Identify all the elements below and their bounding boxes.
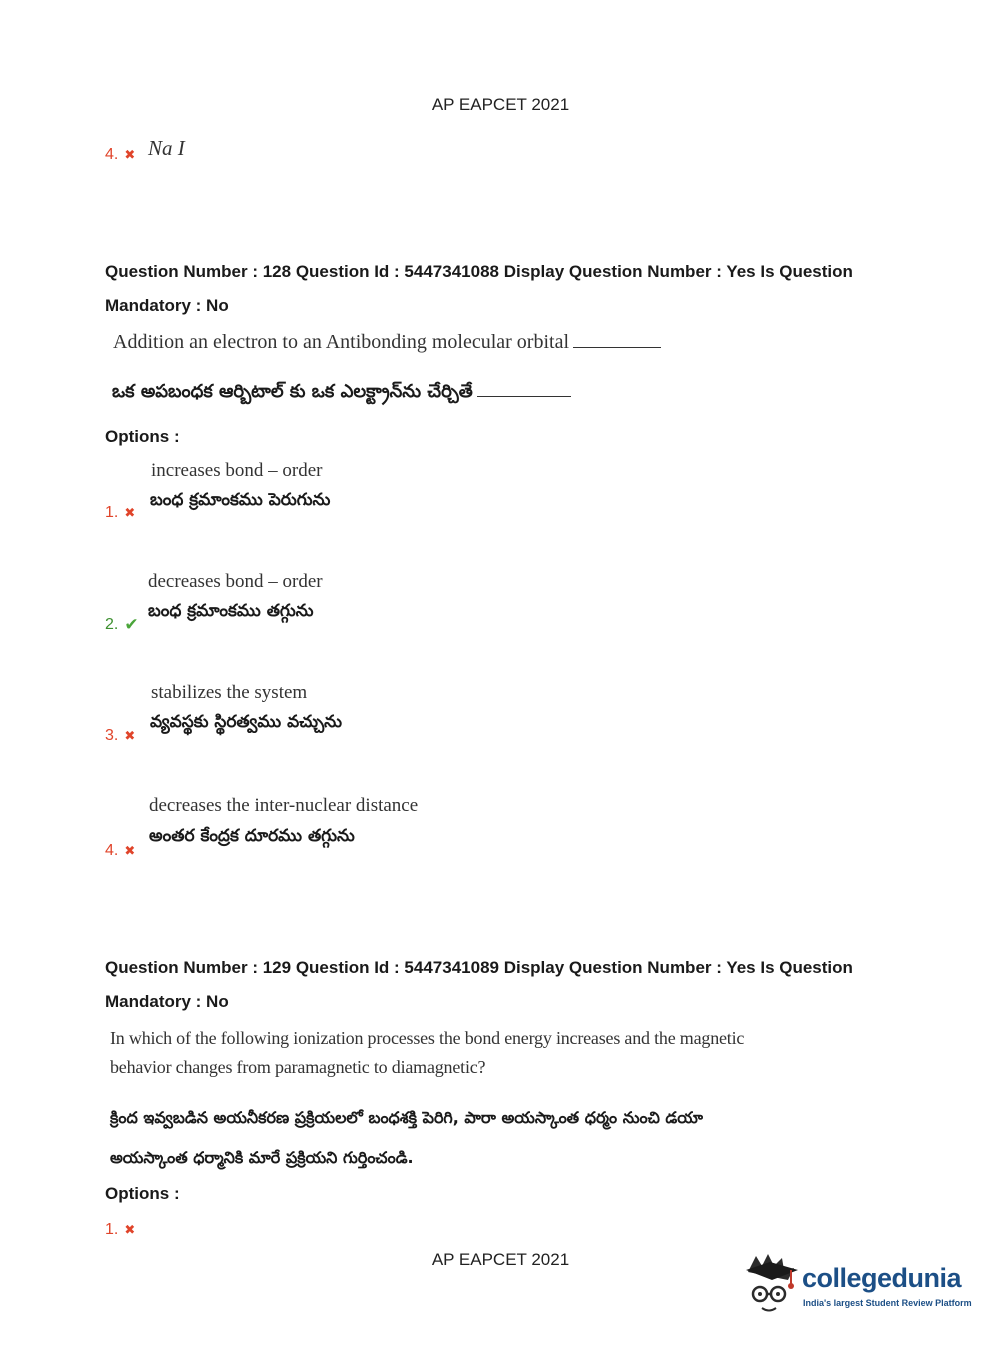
option-number: 3. <box>105 727 119 744</box>
check-icon: ✔ <box>124 615 139 634</box>
question-meta-line2: Mandatory : No <box>105 992 229 1011</box>
option-2-text-en: decreases bond – order <box>148 571 323 592</box>
prev-option-4 <box>105 146 135 164</box>
option-2-marker <box>105 615 139 635</box>
collegedunia-tagline: India's largest Student Review Platform <box>803 1298 972 1308</box>
question-meta-line1: Question Number : 129 Question Id : 5447341089 Display Question Number : Yes Is Question <box>105 958 853 977</box>
option-number: 1. <box>105 1221 119 1238</box>
option-number: 2. <box>105 616 119 633</box>
collegedunia-logo-text: collegedunia <box>802 1263 962 1293</box>
option-number: 4. <box>105 146 119 163</box>
question-129-text-en <box>110 1024 744 1082</box>
option-2-text-te: బంధ క్రమాంకము తగ్గును <box>148 601 314 621</box>
question-128-text-en <box>113 331 661 354</box>
options-label: Options : <box>105 427 180 446</box>
collegedunia-mascot-icon <box>742 1250 802 1320</box>
option-3-text-te: వ్యవస్థకు స్థిరత్వము వచ్చును <box>150 712 342 732</box>
option-4-text-te: అంతర కేంద్రక దూరము తగ్గును <box>149 826 355 846</box>
question-text-telugu-line2: అయస్కాంత ధర్మానికి మారే ప్రక్రియని గుర్తించండి. <box>110 1148 414 1167</box>
prev-option-text: Na I <box>148 136 185 160</box>
question-meta-line2: Mandatory : No <box>105 296 229 315</box>
question-text-telugu-line1: క్రింద ఇవ్వబడిన అయనీకరణ ప్రక్రియలలో బంధశక్తి పెరిగి, పారా అయస్కాంత ధర్మం నుంచి డయా <box>110 1108 703 1127</box>
cross-icon: ✖ <box>124 728 136 743</box>
answer-blank <box>573 345 661 348</box>
option-3-text-en: stabilizes the system <box>151 682 308 703</box>
option-4-marker <box>105 842 135 860</box>
page-footer: AP EAPCET 2021 <box>431 1250 570 1269</box>
option-number: 4. <box>105 842 119 859</box>
question-128-text-te <box>112 381 571 406</box>
question-text-line1: In which of the following ionization processes the bond energy increases and the magnetic <box>110 1028 745 1048</box>
cross-icon: ✖ <box>124 505 136 520</box>
cross-icon: ✖ <box>124 843 136 858</box>
question-meta-line1: Question Number : 128 Question Id : 5447341088 Display Question Number : Yes Is Question <box>105 262 853 281</box>
question-129-meta <box>105 951 925 1019</box>
option-3-marker <box>105 727 135 745</box>
page-header: AP EAPCET 2021 <box>431 95 570 114</box>
cross-icon: ✖ <box>124 147 136 162</box>
option-1-text-te: బంధ క్రమాంకము పెరుగును <box>150 490 331 510</box>
option-1-marker <box>105 504 135 522</box>
option-number: 1. <box>105 504 119 521</box>
question-text-telugu: ఒక అపబంధక ఆర్బిటాల్ కు ఒక ఎలక్ట్రాన్‌ను చేర్చితే <box>112 381 473 402</box>
answer-blank <box>477 394 571 397</box>
option-1-marker <box>105 1221 135 1239</box>
question-text-line2: behavior changes from paramagnetic to diamagnetic? <box>110 1057 486 1077</box>
question-text: Addition an electron to an Antibonding molecular orbital <box>113 331 570 353</box>
option-4-text-en: decreases the inter-nuclear distance <box>149 795 419 816</box>
cross-icon: ✖ <box>124 1222 136 1237</box>
options-label: Options : <box>105 1184 180 1203</box>
option-1-text-en: increases bond – order <box>151 460 323 481</box>
question-129-text-te <box>110 1098 703 1178</box>
question-128-meta <box>105 255 925 323</box>
